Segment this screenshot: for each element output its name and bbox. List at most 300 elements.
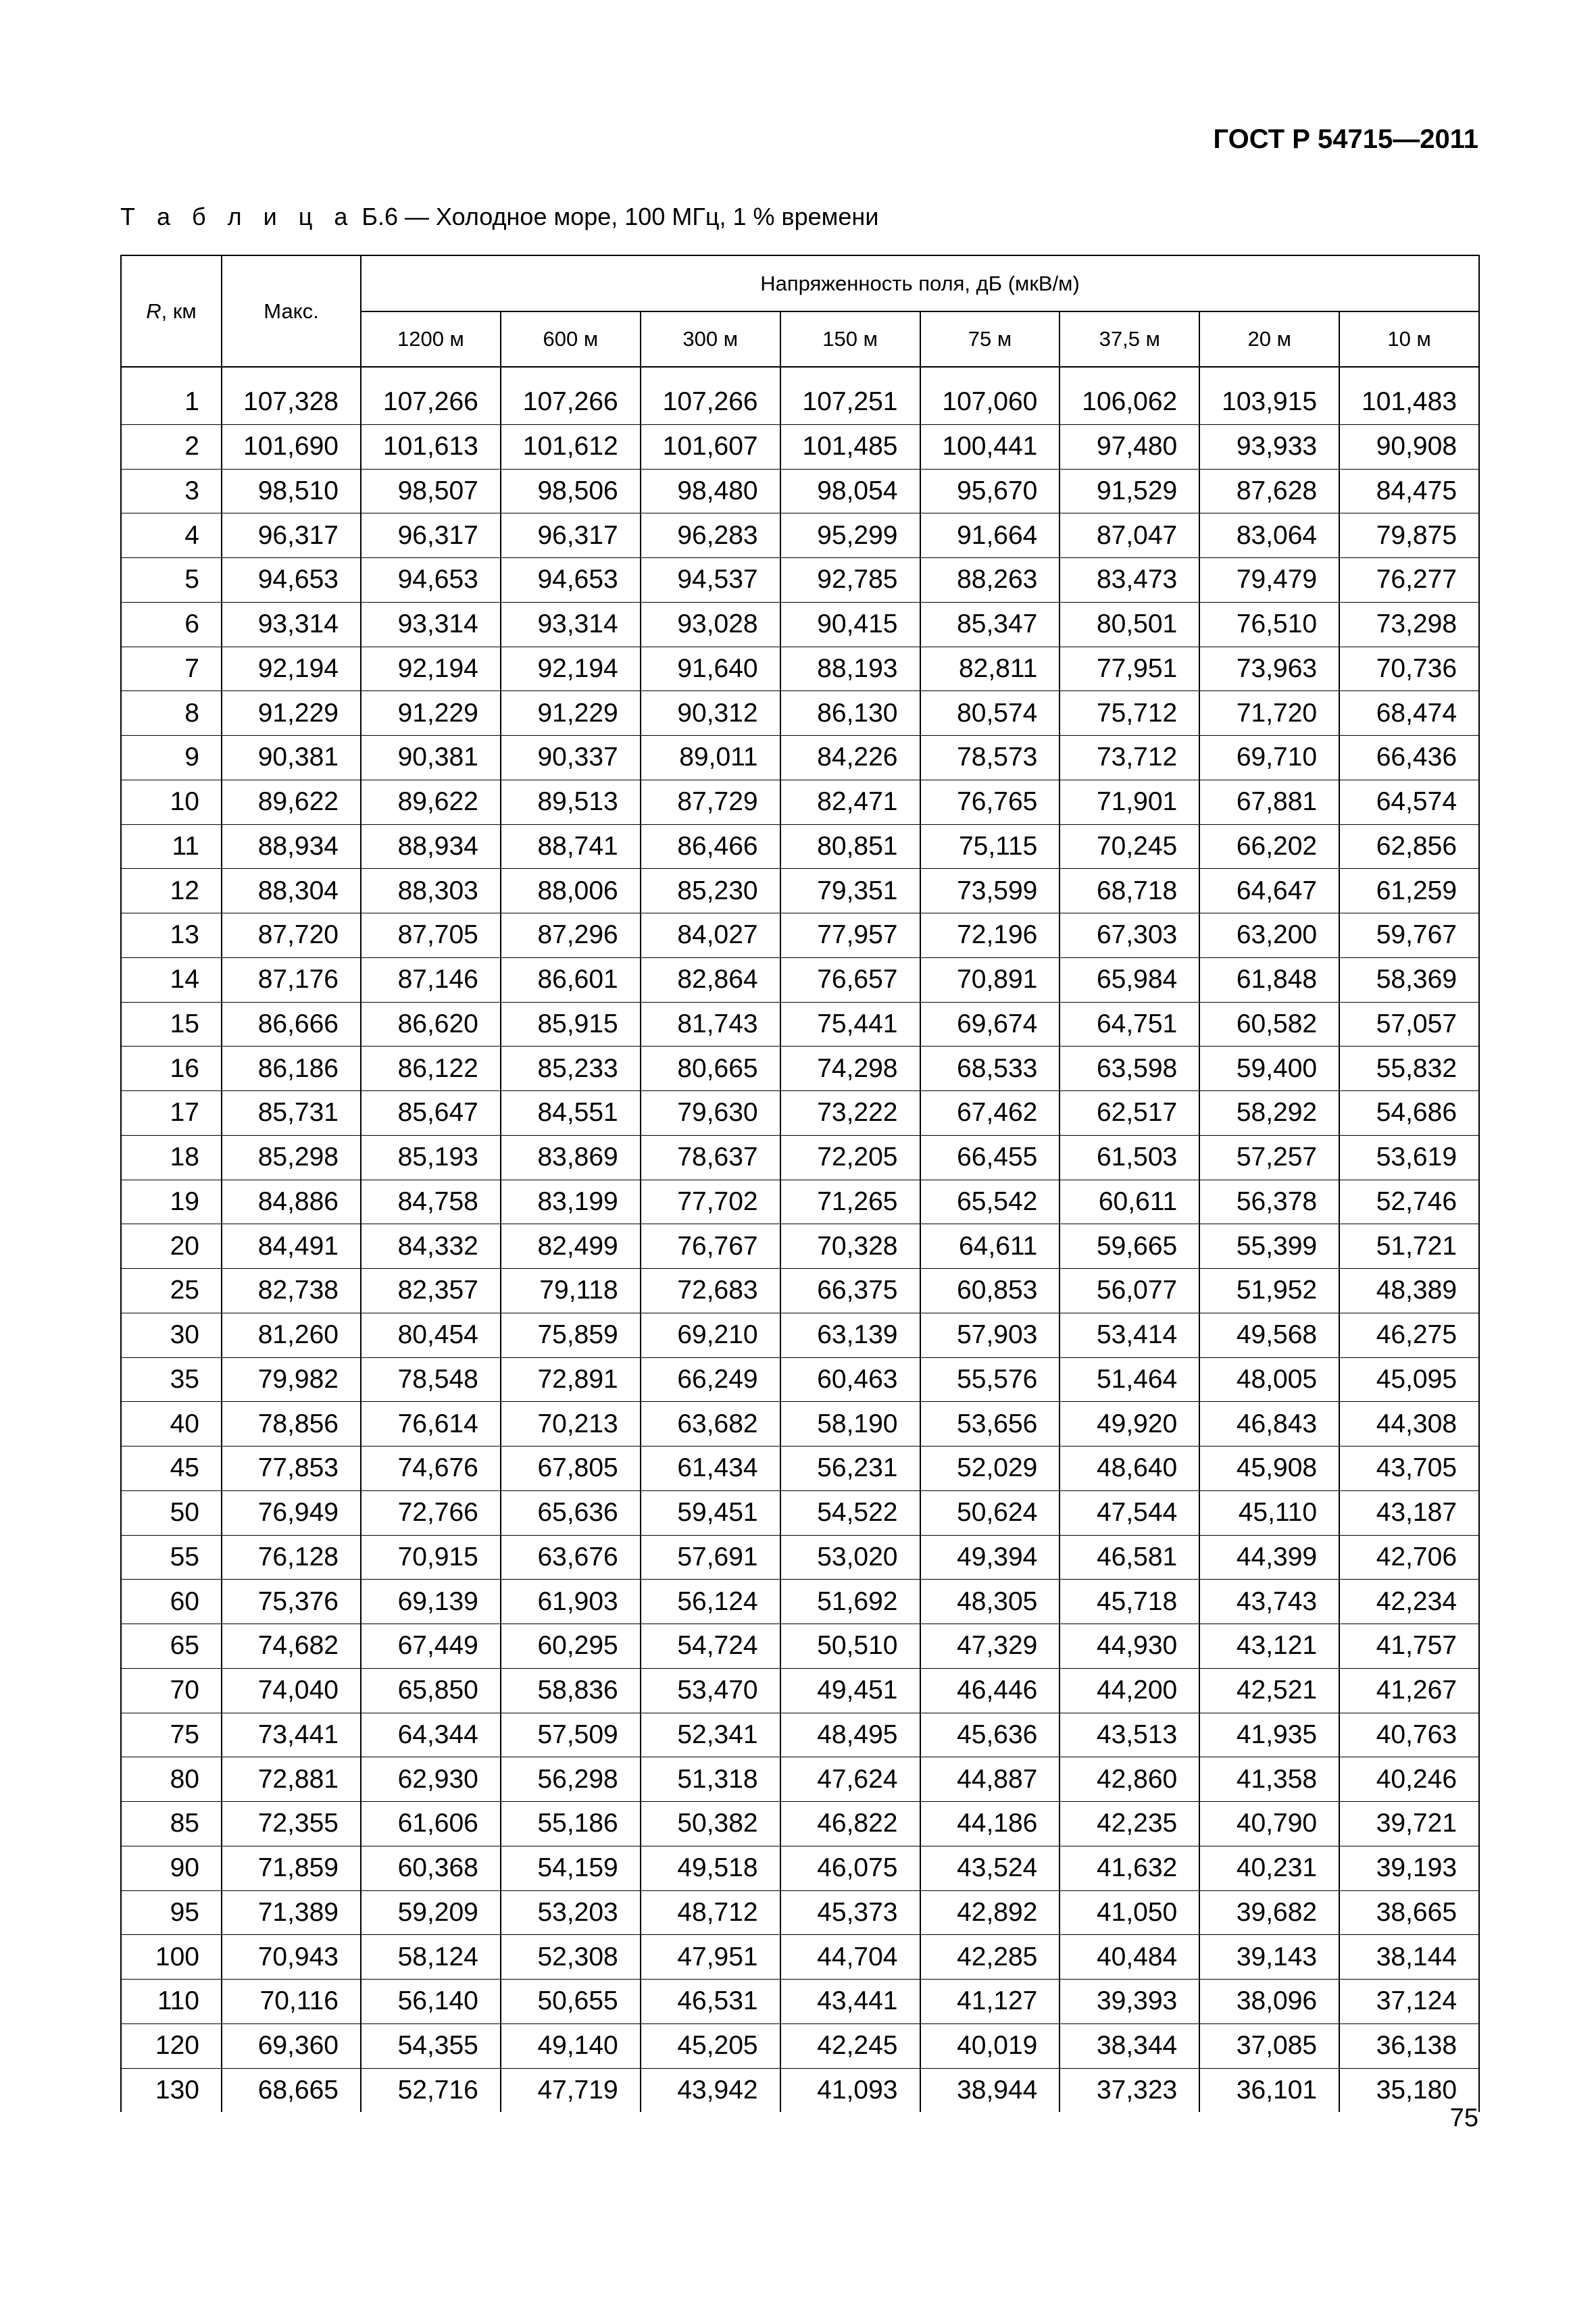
table-row <box>121 2068 1479 2112</box>
field-strength-cell: 96,317 <box>501 513 641 558</box>
table-row <box>121 424 1479 469</box>
field-strength-cell: 44,887 <box>920 1757 1060 1802</box>
field-strength-cell: 78,548 <box>361 1357 501 1402</box>
field-strength-cell: 65,984 <box>1059 957 1199 1002</box>
distance-cell: 35 <box>121 1357 222 1402</box>
field-strength-cell: 63,139 <box>780 1313 920 1357</box>
distance-cell: 4 <box>121 513 222 558</box>
field-strength-cell: 93,314 <box>501 602 641 647</box>
table-row <box>121 1757 1479 1802</box>
field-strength-cell: 61,606 <box>361 1802 501 1846</box>
field-strength-cell: 38,665 <box>1339 1890 1479 1935</box>
page-number: 75 <box>1449 2104 1478 2132</box>
table-row <box>121 1224 1479 1269</box>
field-strength-cell: 94,537 <box>641 558 780 603</box>
field-strength-cell: 57,509 <box>501 1713 641 1757</box>
field-strength-cell: 49,394 <box>920 1535 1060 1580</box>
distance-cell: 55 <box>121 1535 222 1580</box>
table-row <box>121 1313 1479 1357</box>
field-strength-cell: 59,209 <box>361 1890 501 1935</box>
field-strength-cell: 56,140 <box>361 1980 501 2024</box>
field-strength-cell: 77,957 <box>780 913 920 958</box>
field-strength-cell: 51,318 <box>641 1757 780 1802</box>
table-row <box>121 1180 1479 1224</box>
table-row <box>121 1402 1479 1447</box>
field-strength-cell: 75,441 <box>780 1002 920 1047</box>
column-header-height: 37,5 м <box>1059 311 1199 367</box>
table-row <box>121 1091 1479 1136</box>
field-strength-cell: 91,229 <box>501 691 641 736</box>
column-header-distance <box>121 255 222 367</box>
field-strength-cell: 36,138 <box>1339 2023 1479 2068</box>
table-row <box>121 824 1479 869</box>
table-row <box>121 1135 1479 1180</box>
max-value-cell: 85,298 <box>222 1135 361 1180</box>
field-strength-cell: 41,935 <box>1199 1713 1339 1757</box>
field-strength-cell: 84,475 <box>1339 469 1479 513</box>
distance-cell: 65 <box>121 1624 222 1669</box>
field-strength-cell: 47,329 <box>920 1624 1060 1669</box>
table-row <box>121 2023 1479 2068</box>
field-strength-cell: 84,758 <box>361 1180 501 1224</box>
field-strength-cell: 81,743 <box>641 1002 780 1047</box>
table-row <box>121 780 1479 824</box>
field-strength-cell: 70,915 <box>361 1535 501 1580</box>
field-strength-cell: 69,139 <box>361 1580 501 1624</box>
distance-cell: 17 <box>121 1091 222 1136</box>
field-strength-cell: 41,093 <box>780 2068 920 2112</box>
field-strength-cell: 44,704 <box>780 1935 920 1980</box>
field-strength-cell: 82,471 <box>780 780 920 824</box>
field-strength-cell: 55,186 <box>501 1802 641 1846</box>
field-strength-cell: 52,746 <box>1339 1180 1479 1224</box>
field-strength-cell: 56,077 <box>1059 1269 1199 1313</box>
caption-label: Т а б л и ц а <box>120 203 355 230</box>
field-strength-cell: 100,441 <box>920 424 1060 469</box>
table-row <box>121 1535 1479 1580</box>
field-strength-cell: 73,963 <box>1199 647 1339 691</box>
field-strength-cell: 41,632 <box>1059 1846 1199 1890</box>
max-value-cell: 82,738 <box>222 1269 361 1313</box>
field-strength-cell: 37,085 <box>1199 2023 1339 2068</box>
table-row <box>121 1047 1479 1091</box>
distance-cell: 60 <box>121 1580 222 1624</box>
field-strength-cell: 94,653 <box>501 558 641 603</box>
table-row <box>121 558 1479 603</box>
field-strength-cell: 89,011 <box>641 736 780 780</box>
field-strength-cell: 96,317 <box>361 513 501 558</box>
field-strength-cell: 43,441 <box>780 1980 920 2024</box>
field-strength-cell: 80,665 <box>641 1047 780 1091</box>
field-strength-cell: 42,860 <box>1059 1757 1199 1802</box>
field-strength-cell: 66,436 <box>1339 736 1479 780</box>
field-strength-cell: 79,630 <box>641 1091 780 1136</box>
field-strength-cell: 63,682 <box>641 1402 780 1447</box>
field-strength-cell: 67,303 <box>1059 913 1199 958</box>
field-strength-cell: 59,767 <box>1339 913 1479 958</box>
field-strength-cell: 38,096 <box>1199 1980 1339 2024</box>
field-strength-cell: 78,573 <box>920 736 1060 780</box>
field-strength-cell: 87,296 <box>501 913 641 958</box>
field-strength-cell: 38,944 <box>920 2068 1060 2112</box>
field-strength-cell: 60,611 <box>1059 1180 1199 1224</box>
distance-cell: 85 <box>121 1802 222 1846</box>
field-strength-cell: 88,934 <box>361 824 501 869</box>
field-strength-cell: 69,710 <box>1199 736 1339 780</box>
field-strength-cell: 72,196 <box>920 913 1060 958</box>
field-strength-cell: 40,763 <box>1339 1713 1479 1757</box>
field-strength-cell: 56,231 <box>780 1447 920 1491</box>
field-strength-cell: 87,729 <box>641 780 780 824</box>
field-strength-cell: 101,612 <box>501 424 641 469</box>
field-strength-cell: 57,691 <box>641 1535 780 1580</box>
table-row <box>121 1624 1479 1669</box>
field-strength-cell: 55,832 <box>1339 1047 1479 1091</box>
column-header-height: 75 м <box>920 311 1060 367</box>
field-strength-cell: 95,670 <box>920 469 1060 513</box>
field-strength-cell: 42,706 <box>1339 1535 1479 1580</box>
distance-cell: 30 <box>121 1313 222 1357</box>
max-value-cell: 77,853 <box>222 1447 361 1491</box>
field-strength-cell: 64,647 <box>1199 869 1339 913</box>
field-strength-cell: 43,513 <box>1059 1713 1199 1757</box>
field-strength-cell: 79,479 <box>1199 558 1339 603</box>
field-strength-cell: 61,848 <box>1199 957 1339 1002</box>
header-spacer-cell <box>1339 367 1479 380</box>
field-strength-cell: 85,233 <box>501 1047 641 1091</box>
field-strength-cell: 91,229 <box>361 691 501 736</box>
field-strength-cell: 71,901 <box>1059 780 1199 824</box>
field-strength-cell: 53,619 <box>1339 1135 1479 1180</box>
field-strength-cell: 84,332 <box>361 1224 501 1269</box>
field-strength-cell: 76,765 <box>920 780 1060 824</box>
field-strength-cell: 46,822 <box>780 1802 920 1846</box>
field-strength-cell: 98,480 <box>641 469 780 513</box>
max-value-cell: 70,943 <box>222 1935 361 1980</box>
table-row <box>121 602 1479 647</box>
max-value-cell: 94,653 <box>222 558 361 603</box>
field-strength-cell: 52,029 <box>920 1447 1060 1491</box>
field-strength-cell: 67,881 <box>1199 780 1339 824</box>
field-strength-cell: 67,449 <box>361 1624 501 1669</box>
field-strength-cell: 96,283 <box>641 513 780 558</box>
field-strength-cell: 61,434 <box>641 1447 780 1491</box>
field-strength-cell: 71,720 <box>1199 691 1339 736</box>
field-strength-cell: 46,275 <box>1339 1313 1479 1357</box>
max-value-cell: 71,859 <box>222 1846 361 1890</box>
field-strength-cell: 54,686 <box>1339 1091 1479 1136</box>
field-strength-cell: 64,344 <box>361 1713 501 1757</box>
distance-cell: 7 <box>121 647 222 691</box>
max-value-cell: 76,128 <box>222 1535 361 1580</box>
field-strength-cell: 38,144 <box>1339 1935 1479 1980</box>
distance-cell: 90 <box>121 1846 222 1890</box>
field-strength-cell: 58,190 <box>780 1402 920 1447</box>
field-strength-cell: 53,203 <box>501 1890 641 1935</box>
field-strength-cell: 49,920 <box>1059 1402 1199 1447</box>
header-spacer-cell <box>780 367 920 380</box>
field-strength-cell: 48,305 <box>920 1580 1060 1624</box>
field-strength-cell: 101,613 <box>361 424 501 469</box>
field-strength-cell: 97,480 <box>1059 424 1199 469</box>
max-value-cell: 75,376 <box>222 1580 361 1624</box>
field-strength-cell: 77,702 <box>641 1180 780 1224</box>
table-row <box>121 1890 1479 1935</box>
field-strength-table <box>120 255 1480 2112</box>
max-value-cell: 92,194 <box>222 647 361 691</box>
field-strength-cell: 92,194 <box>361 647 501 691</box>
header-spacer-cell <box>920 367 1060 380</box>
max-value-cell: 81,260 <box>222 1313 361 1357</box>
field-strength-cell: 91,664 <box>920 513 1060 558</box>
field-strength-cell: 73,712 <box>1059 736 1199 780</box>
field-strength-cell: 72,766 <box>361 1490 501 1535</box>
field-strength-cell: 80,501 <box>1059 602 1199 647</box>
distance-cell: 10 <box>121 780 222 824</box>
max-value-cell: 96,317 <box>222 513 361 558</box>
field-strength-cell: 56,298 <box>501 1757 641 1802</box>
field-strength-cell: 90,337 <box>501 736 641 780</box>
field-strength-cell: 64,751 <box>1059 1002 1199 1047</box>
field-strength-cell: 65,850 <box>361 1668 501 1713</box>
field-strength-cell: 82,357 <box>361 1269 501 1313</box>
field-strength-cell: 86,466 <box>641 824 780 869</box>
table-row <box>121 957 1479 1002</box>
field-strength-cell: 80,851 <box>780 824 920 869</box>
distance-cell: 25 <box>121 1269 222 1313</box>
field-strength-cell: 88,193 <box>780 647 920 691</box>
table-caption <box>120 203 878 231</box>
max-value-cell: 76,949 <box>222 1490 361 1535</box>
distance-cell: 16 <box>121 1047 222 1091</box>
field-strength-cell: 75,859 <box>501 1313 641 1357</box>
max-value-cell: 79,982 <box>222 1357 361 1402</box>
field-strength-cell: 101,607 <box>641 424 780 469</box>
field-strength-cell: 85,647 <box>361 1091 501 1136</box>
distance-cell: 50 <box>121 1490 222 1535</box>
field-strength-cell: 83,473 <box>1059 558 1199 603</box>
field-strength-cell: 45,205 <box>641 2023 780 2068</box>
field-strength-cell: 66,202 <box>1199 824 1339 869</box>
field-strength-cell: 70,328 <box>780 1224 920 1269</box>
max-value-cell: 74,040 <box>222 1668 361 1713</box>
table-row <box>121 1269 1479 1313</box>
field-strength-cell: 48,389 <box>1339 1269 1479 1313</box>
field-strength-cell: 41,358 <box>1199 1757 1339 1802</box>
field-strength-cell: 76,510 <box>1199 602 1339 647</box>
max-value-cell: 78,856 <box>222 1402 361 1447</box>
field-strength-cell: 44,308 <box>1339 1402 1479 1447</box>
field-strength-cell: 76,657 <box>780 957 920 1002</box>
field-strength-cell: 35,180 <box>1339 2068 1479 2112</box>
distance-cell: 9 <box>121 736 222 780</box>
max-value-cell: 101,690 <box>222 424 361 469</box>
field-strength-cell: 82,499 <box>501 1224 641 1269</box>
field-strength-cell: 85,230 <box>641 869 780 913</box>
field-strength-cell: 42,245 <box>780 2023 920 2068</box>
field-strength-cell: 62,930 <box>361 1757 501 1802</box>
table-row <box>121 647 1479 691</box>
field-strength-cell: 44,186 <box>920 1802 1060 1846</box>
distance-cell: 95 <box>121 1890 222 1935</box>
field-strength-cell: 69,210 <box>641 1313 780 1357</box>
field-strength-cell: 40,790 <box>1199 1802 1339 1846</box>
field-strength-cell: 74,298 <box>780 1047 920 1091</box>
field-strength-cell: 47,624 <box>780 1757 920 1802</box>
field-strength-cell: 79,118 <box>501 1269 641 1313</box>
field-strength-cell: 51,692 <box>780 1580 920 1624</box>
field-strength-cell: 46,531 <box>641 1980 780 2024</box>
field-strength-cell: 40,246 <box>1339 1757 1479 1802</box>
max-value-cell: 68,665 <box>222 2068 361 2112</box>
field-strength-cell: 76,614 <box>361 1402 501 1447</box>
distance-cell: 110 <box>121 1980 222 2024</box>
field-strength-cell: 58,836 <box>501 1668 641 1713</box>
field-strength-cell: 76,277 <box>1339 558 1479 603</box>
max-value-cell: 90,381 <box>222 736 361 780</box>
table-row <box>121 469 1479 513</box>
field-strength-cell: 87,705 <box>361 913 501 958</box>
field-strength-cell: 87,628 <box>1199 469 1339 513</box>
field-strength-cell: 93,028 <box>641 602 780 647</box>
max-value-cell: 87,720 <box>222 913 361 958</box>
field-strength-cell: 75,712 <box>1059 691 1199 736</box>
field-strength-cell: 107,266 <box>641 380 780 424</box>
field-strength-cell: 54,522 <box>780 1490 920 1535</box>
field-strength-cell: 41,757 <box>1339 1624 1479 1669</box>
field-strength-cell: 40,231 <box>1199 1846 1339 1890</box>
field-strength-cell: 50,624 <box>920 1490 1060 1535</box>
field-strength-cell: 92,785 <box>780 558 920 603</box>
table-row <box>121 1713 1479 1757</box>
field-strength-cell: 60,853 <box>920 1269 1060 1313</box>
distance-cell: 2 <box>121 424 222 469</box>
field-strength-cell: 50,510 <box>780 1624 920 1669</box>
distance-cell: 40 <box>121 1402 222 1447</box>
field-strength-cell: 43,942 <box>641 2068 780 2112</box>
field-strength-cell: 98,506 <box>501 469 641 513</box>
max-value-cell: 70,116 <box>222 1980 361 2024</box>
field-strength-cell: 73,599 <box>920 869 1060 913</box>
field-strength-cell: 39,682 <box>1199 1890 1339 1935</box>
field-strength-cell: 37,124 <box>1339 1980 1479 2024</box>
field-strength-cell: 72,205 <box>780 1135 920 1180</box>
distance-cell: 13 <box>121 913 222 958</box>
field-strength-cell: 60,295 <box>501 1624 641 1669</box>
table-row <box>121 513 1479 558</box>
max-value-cell: 89,622 <box>222 780 361 824</box>
field-strength-cell: 48,005 <box>1199 1357 1339 1402</box>
distance-cell: 130 <box>121 2068 222 2112</box>
field-strength-cell: 61,259 <box>1339 869 1479 913</box>
field-strength-cell: 72,891 <box>501 1357 641 1402</box>
field-strength-cell: 59,665 <box>1059 1224 1199 1269</box>
field-strength-cell: 55,576 <box>920 1357 1060 1402</box>
table-row <box>121 1447 1479 1491</box>
field-strength-cell: 72,683 <box>641 1269 780 1313</box>
field-strength-cell: 92,194 <box>501 647 641 691</box>
max-value-cell: 86,666 <box>222 1002 361 1047</box>
field-strength-cell: 37,323 <box>1059 2068 1199 2112</box>
field-strength-cell: 43,524 <box>920 1846 1060 1890</box>
field-strength-cell: 90,381 <box>361 736 501 780</box>
header-spacer-cell <box>501 367 641 380</box>
column-header-height: 150 м <box>780 311 920 367</box>
field-strength-cell: 82,864 <box>641 957 780 1002</box>
max-value-cell: 74,682 <box>222 1624 361 1669</box>
field-strength-cell: 87,146 <box>361 957 501 1002</box>
field-strength-cell: 59,400 <box>1199 1047 1339 1091</box>
max-value-cell: 85,731 <box>222 1091 361 1136</box>
field-strength-cell: 45,636 <box>920 1713 1060 1757</box>
field-strength-cell: 73,298 <box>1339 602 1479 647</box>
field-strength-cell: 83,064 <box>1199 513 1339 558</box>
field-strength-cell: 80,454 <box>361 1313 501 1357</box>
field-strength-cell: 101,485 <box>780 424 920 469</box>
field-strength-cell: 61,903 <box>501 1580 641 1624</box>
table-row <box>121 1668 1479 1713</box>
field-strength-cell: 40,019 <box>920 2023 1060 2068</box>
field-strength-cell: 80,574 <box>920 691 1060 736</box>
field-strength-cell: 47,719 <box>501 2068 641 2112</box>
distance-cell: 80 <box>121 1757 222 1802</box>
distance-cell: 11 <box>121 824 222 869</box>
field-strength-cell: 63,676 <box>501 1535 641 1580</box>
field-strength-cell: 41,050 <box>1059 1890 1199 1935</box>
distance-cell: 14 <box>121 957 222 1002</box>
table-row <box>121 869 1479 913</box>
field-strength-cell: 88,263 <box>920 558 1060 603</box>
distance-symbol: R <box>146 299 161 323</box>
max-value-cell: 98,510 <box>222 469 361 513</box>
field-strength-cell: 93,314 <box>361 602 501 647</box>
field-strength-cell: 64,574 <box>1339 780 1479 824</box>
field-strength-cell: 50,382 <box>641 1802 780 1846</box>
field-strength-cell: 48,495 <box>780 1713 920 1757</box>
field-strength-cell: 67,462 <box>920 1091 1060 1136</box>
max-value-cell: 72,881 <box>222 1757 361 1802</box>
max-value-cell: 84,886 <box>222 1180 361 1224</box>
field-strength-cell: 46,075 <box>780 1846 920 1890</box>
field-strength-cell: 107,060 <box>920 380 1060 424</box>
max-value-cell: 107,328 <box>222 380 361 424</box>
distance-cell: 15 <box>121 1002 222 1047</box>
field-strength-cell: 49,451 <box>780 1668 920 1713</box>
field-strength-cell: 51,464 <box>1059 1357 1199 1402</box>
field-strength-cell: 58,124 <box>361 1935 501 1980</box>
field-strength-cell: 52,308 <box>501 1935 641 1980</box>
table-row <box>121 1935 1479 1980</box>
field-strength-cell: 44,200 <box>1059 1668 1199 1713</box>
field-strength-cell: 68,718 <box>1059 869 1199 913</box>
field-strength-cell: 85,915 <box>501 1002 641 1047</box>
field-strength-cell: 48,712 <box>641 1890 780 1935</box>
table-row <box>121 1980 1479 2024</box>
field-strength-cell: 69,674 <box>920 1002 1060 1047</box>
field-strength-cell: 79,351 <box>780 869 920 913</box>
field-strength-cell: 58,369 <box>1339 957 1479 1002</box>
field-strength-cell: 44,399 <box>1199 1535 1339 1580</box>
field-strength-cell: 51,721 <box>1339 1224 1479 1269</box>
field-strength-cell: 63,598 <box>1059 1047 1199 1091</box>
field-strength-cell: 42,235 <box>1059 1802 1199 1846</box>
distance-cell: 70 <box>121 1668 222 1713</box>
field-strength-cell: 43,121 <box>1199 1624 1339 1669</box>
field-strength-cell: 40,484 <box>1059 1935 1199 1980</box>
field-strength-cell: 45,718 <box>1059 1580 1199 1624</box>
distance-cell: 100 <box>121 1935 222 1980</box>
field-strength-cell: 63,200 <box>1199 913 1339 958</box>
